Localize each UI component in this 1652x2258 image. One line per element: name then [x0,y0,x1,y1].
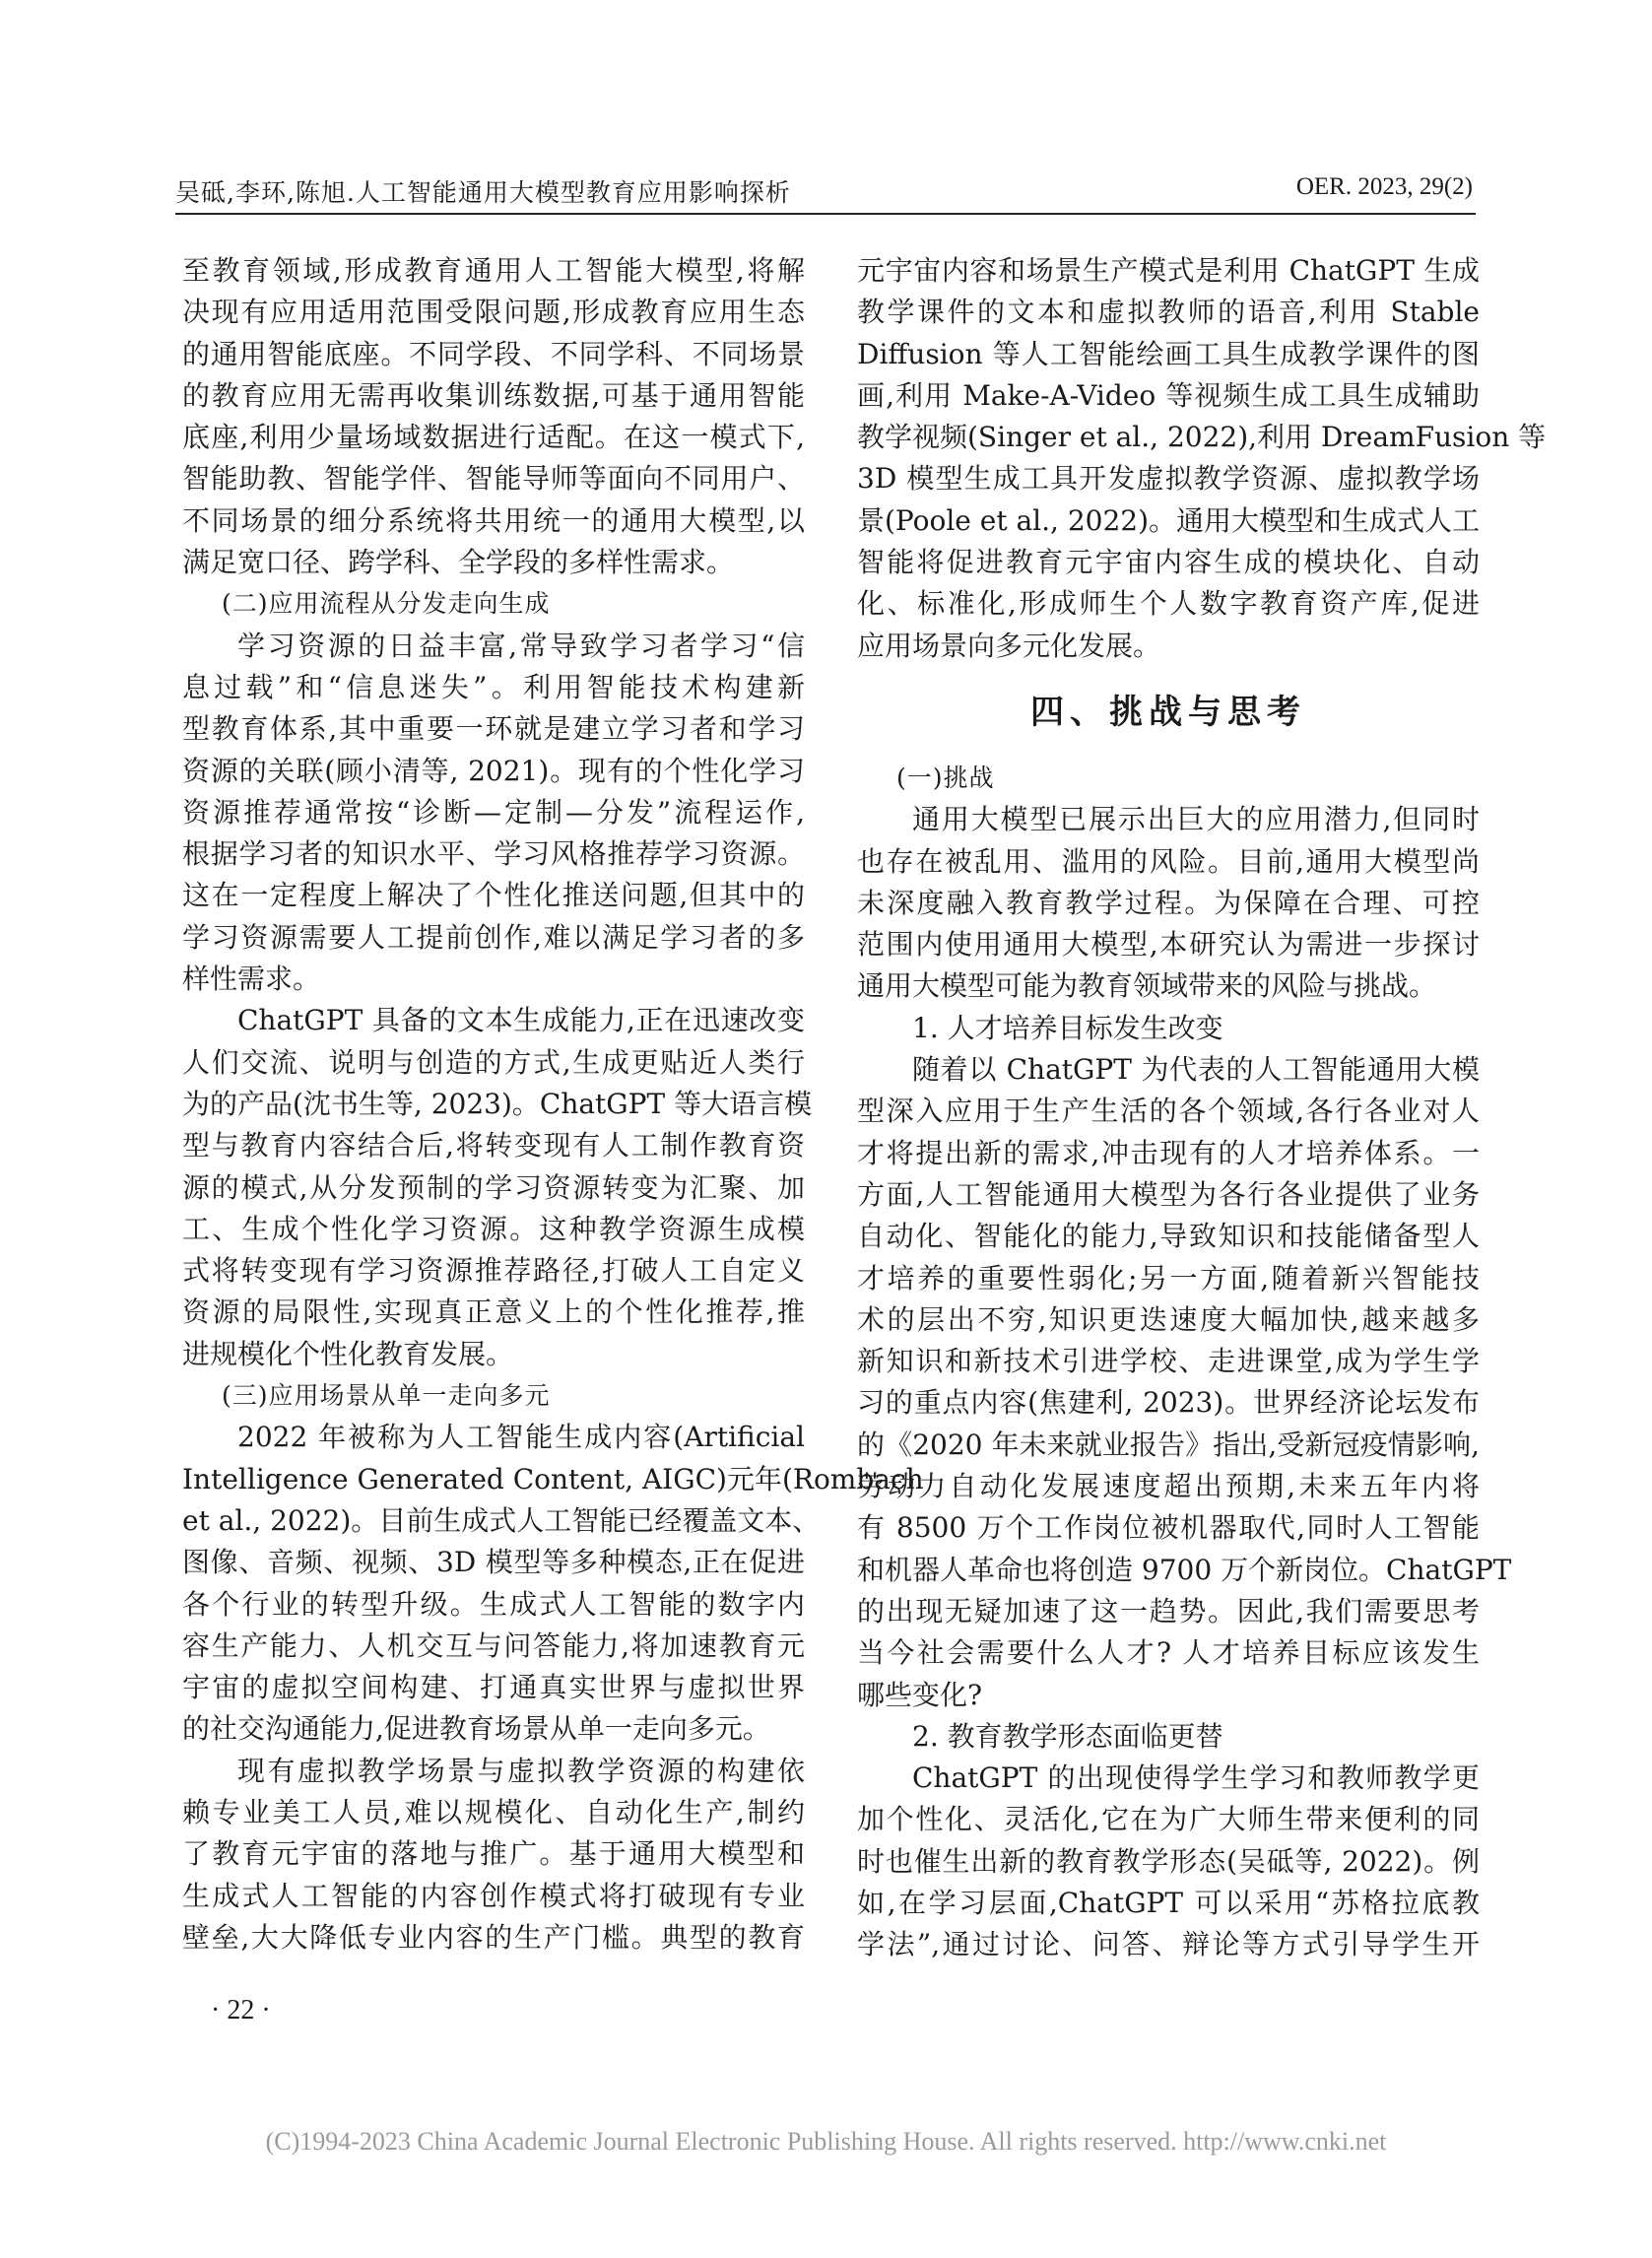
text-line: ChatGPT 的出现使得学生学习和教师教学更 [912,1761,1480,1795]
text-line: 壁垒,大大降低专业内容的生产门槛。典型的教育 [182,1920,805,1954]
text-line: 教学课件的文本和虚拟教师的语音,利用 Stable [857,296,1480,329]
text-line: 如,在学习层面,ChatGPT 可以采用“苏格拉底教 [857,1886,1480,1919]
text-line: 2022 年被称为人工智能生成内容(Artificial [237,1421,805,1454]
text-line: 景(Poole et al., 2022)。通用大模型和生成式人工 [857,503,1481,537]
text-line: 不同场景的细分系统将共用统一的通用大模型,以 [182,503,805,537]
text-line: 智能将促进教育元宇宙内容生成的模块化、自动 [857,546,1480,579]
text-line: 根据学习者的知识水平、学习风格推荐学习资源。 [182,837,805,871]
text-line: 教学视频(Singer et al., 2022),利用 DreamFusion 等 [857,421,1547,454]
text-line: 进规模化个性化教育发展。 [182,1337,514,1370]
text-line: 型深入应用于生产生活的各个领域,各行各业对人 [857,1095,1480,1128]
text-line: 也存在被乱用、滥用的风险。目前,通用大模型尚 [857,844,1480,878]
subsection-heading: 1. 人才培养目标发生改变 [912,1011,1223,1044]
text-line: 范围内使用通用大模型,本研究认为需进一步探讨 [857,928,1480,962]
text-line: 的出现无疑加速了这一趋势。因此,我们需要思考 [857,1594,1480,1627]
text-line: 现有虚拟教学场景与虚拟教学资源的构建依 [237,1754,805,1787]
page-number: · 22 · [211,1995,271,2026]
text-line: 学习资源的日益丰富,常导致学习者学习“信 [237,629,805,662]
text-line: 随着以 ChatGPT 为代表的人工智能通用大模 [912,1053,1480,1087]
text-line: 型与教育内容结合后,将转变现有人工制作教育资 [182,1129,805,1162]
text-line: 应用场景向多元化发展。 [857,629,1161,662]
text-line: 底座,利用少量场域数据进行适配。在这一模式下, [182,421,805,454]
text-line: 为的产品(沈书生等, 2023)。ChatGPT 等大语言模 [182,1087,813,1120]
text-line: 资源的关联(顾小清等, 2021)。现有的个性化学习 [182,754,805,787]
right-column [857,250,1547,1966]
text-line: 习的重点内容(焦建利, 2023)。世界经济论坛发布 [857,1386,1480,1420]
text-line: 加个性化、灵活化,它在为广大师生带来便利的同 [857,1803,1480,1836]
text-line: 宇宙的虚拟空间构建、打通真实世界与虚拟世界 [182,1671,805,1704]
text-line: 未深度融入教育教学过程。为保障在合理、可控 [857,886,1480,919]
text-line: 样性需求。 [182,963,321,996]
text-line: 学习资源需要人工提前创作,难以满足学习者的多 [182,920,805,954]
text-line: 画,利用 Make-A-Video 等视频生成工具生成辅助 [857,378,1480,412]
text-line: 学法”,通过讨论、问答、辩论等方式引导学生开 [857,1928,1480,1961]
running-header-journal: OER. 2023, 29(2) [1295,173,1473,200]
text-line: 才将提出新的需求,冲击现有的人才培养体系。一 [857,1136,1480,1169]
text-line: 至教育领域,形成教育通用人工智能大模型,将解 [182,254,805,287]
section-subheading: (二)应用流程从分发走向生成 [222,589,551,619]
text-line: 的《2020 年未来就业报告》指出,受新冠疫情影响, [857,1428,1480,1461]
text-line: 3D 模型生成工具开发虚拟教学资源、虚拟教学场 [857,462,1480,496]
text-line: ChatGPT 具备的文本生成能力,正在迅速改变 [237,1004,805,1037]
text-line: 和机器人革命也将创造 9700 万个新岗位。ChatGPT [857,1553,1512,1586]
text-line: 哪些变化? [857,1678,983,1711]
text-line: 了教育元宇宙的落地与推广。基于通用大模型和 [182,1837,805,1871]
text-line: 息过载”和“信息迷失”。利用智能技术构建新 [182,670,805,703]
text-line: 当今社会需要什么人才? 人才培养目标应该发生 [857,1636,1480,1670]
text-line: 满足宽口径、跨学科、全学段的多样性需求。 [182,546,735,579]
text-line: 生成式人工智能的内容创作模式将打破现有专业 [182,1879,805,1912]
text-line: 劳动力自动化发展速度超出预期,未来五年内将 [857,1470,1480,1503]
text-line: 工、生成个性化学习资源。这种教学资源生成模 [182,1212,805,1245]
text-line: Diffusion 等人工智能绘画工具生成教学课件的图 [857,337,1480,370]
text-line: 通用大模型可能为教育领域带来的风险与挑战。 [857,969,1437,1003]
text-line: 方面,人工智能通用大模型为各行各业提供了业务 [857,1177,1480,1211]
section-subheading: (三)应用场景从单一走向多元 [222,1381,551,1411]
text-line: 通用大模型已展示出巨大的应用潜力,但同时 [912,803,1480,836]
text-line: 资源的局限性,实现真正意义上的个性化推荐,推 [182,1295,805,1329]
section-heading: 四、挑战与思考 [1030,692,1306,732]
text-line: 这在一定程度上解决了个性化推送问题,但其中的 [182,879,805,912]
text-line: 型教育体系,其中重要一环就是建立学习者和学习 [182,712,805,746]
running-header-title: 吴砥,李环,陈旭.人工智能通用大模型教育应用影响探析 [175,178,791,207]
text-line: 才培养的重要性弱化;另一方面,随着新兴智能技 [857,1261,1480,1295]
section-subheading: (一)挑战 [896,763,995,792]
header-rule [175,213,1476,215]
text-line: Intelligence Generated Content, AIGC)元年(Rombach [182,1462,924,1495]
text-line: 赖专业美工人员,难以规模化、自动化生产,制约 [182,1795,805,1828]
text-line: et al., 2022)。目前生成式人工智能已经覆盖文本、 [182,1503,821,1537]
text-line: 的社交沟通能力,促进教育场景从单一走向多元。 [182,1712,770,1746]
text-line: 源的模式,从分发预制的学习资源转变为汇聚、加 [182,1170,805,1204]
text-line: 的教育应用无需再收集训练数据,可基于通用智能 [182,378,805,412]
text-line: 决现有应用适用范围受限问题,形成教育应用生态 [182,296,805,329]
text-line: 各个行业的转型升级。生成式人工智能的数字内 [182,1587,805,1621]
text-line: 新知识和新技术引进学校、走进课堂,成为学生学 [857,1345,1480,1378]
text-line: 容生产能力、人机交互与问答能力,将加速教育元 [182,1628,805,1662]
text-line: 化、标准化,形成师生个人数字教育资产库,促进 [857,587,1480,621]
text-line: 图像、音频、视频、3D 模型等多种模态,正在促进 [182,1546,805,1579]
text-line: 元宇宙内容和场景生产模式是利用 ChatGPT 生成 [857,254,1480,287]
copyright-footer: (C)1994-2023 China Academic Journal Electronic Publishing House. All rights reserved. http://www.cnki.net [265,2127,1387,2156]
text-line: 智能助教、智能学伴、智能导师等面向不同用户、 [182,462,805,496]
text-line: 人们交流、说明与创造的方式,生成更贴近人类行 [182,1045,805,1079]
text-line: 自动化、智能化的能力,导致知识和技能储备型人 [857,1220,1480,1253]
text-line: 术的层出不穷,知识更迭速度大幅加快,越来越多 [857,1302,1480,1336]
subsection-heading: 2. 教育教学形态面临更替 [912,1719,1223,1753]
text-line: 的通用智能底座。不同学段、不同学科、不同场景 [182,337,805,370]
text-line: 资源推荐通常按“诊断—定制—分发”流程运作, [182,795,805,829]
text-line: 时也催生出新的教育教学形态(吴砥等, 2022)。例 [857,1844,1480,1878]
text-line: 式将转变现有学习资源推荐路径,打破人工自定义 [182,1254,805,1288]
text-line: 有 8500 万个工作岗位被机器取代,同时人工智能 [857,1511,1480,1545]
